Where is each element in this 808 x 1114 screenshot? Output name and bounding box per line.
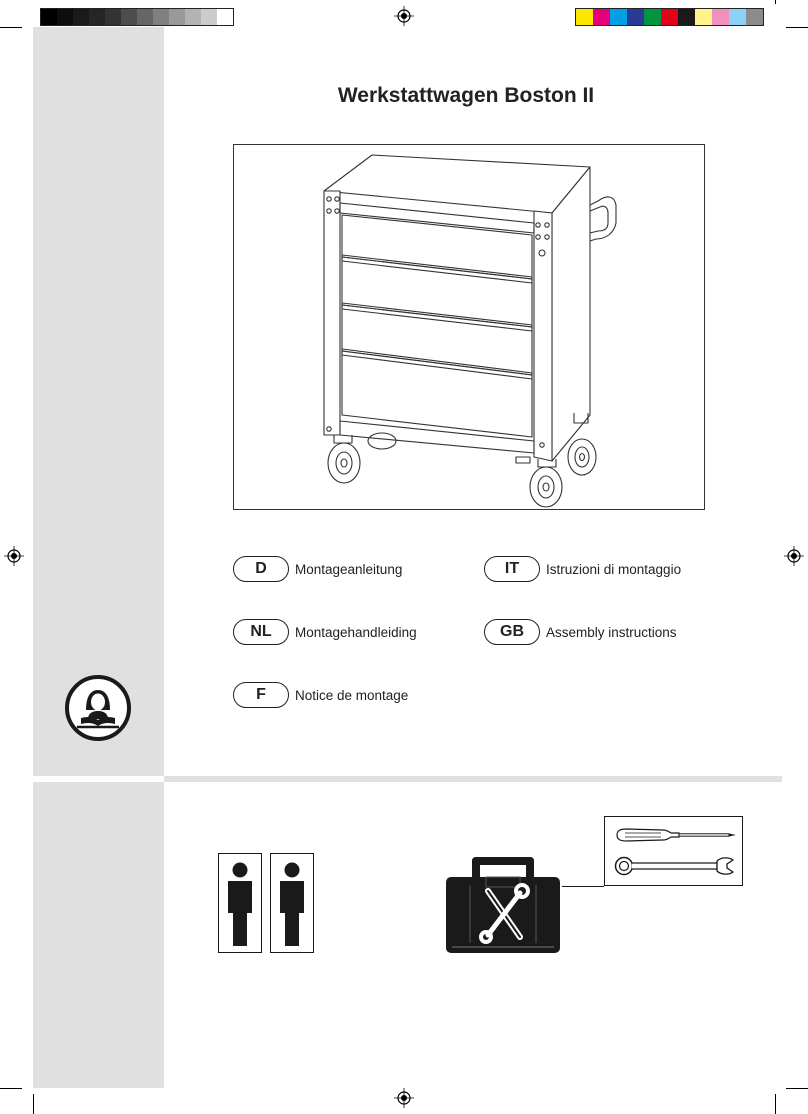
section-divider bbox=[164, 776, 782, 782]
gray-swatch bbox=[153, 9, 169, 25]
sidebar-panel-top bbox=[33, 27, 164, 776]
gray-swatch bbox=[169, 9, 185, 25]
two-persons-icon bbox=[218, 853, 314, 953]
gray-swatch bbox=[185, 9, 201, 25]
crop-mark bbox=[33, 1094, 34, 1114]
language-label: Montageanleitung bbox=[295, 561, 403, 577]
language-item-fr bbox=[233, 682, 408, 708]
color-swatch bbox=[644, 9, 661, 25]
color-swatch bbox=[695, 9, 712, 25]
color-swatch bbox=[712, 9, 729, 25]
gray-swatch bbox=[217, 9, 233, 25]
tool-connector-line bbox=[562, 886, 604, 887]
registration-mark-bottom bbox=[394, 1088, 414, 1108]
read-instructions-icon bbox=[64, 674, 132, 742]
screwdriver-icon bbox=[615, 827, 737, 843]
color-swatch bbox=[746, 9, 763, 25]
color-swatch bbox=[593, 9, 610, 25]
gray-swatch bbox=[105, 9, 121, 25]
color-swatch bbox=[610, 9, 627, 25]
crop-mark bbox=[775, 0, 776, 4]
crop-mark bbox=[786, 1088, 808, 1089]
language-item-it bbox=[484, 556, 681, 582]
registration-mark-left bbox=[4, 546, 24, 566]
language-code-badge: GB bbox=[484, 619, 540, 645]
crop-mark bbox=[0, 27, 22, 28]
crop-mark bbox=[775, 1094, 776, 1114]
crop-mark bbox=[786, 27, 808, 28]
document-title: Werkstattwagen Boston II bbox=[337, 84, 595, 107]
language-label: Assembly instructions bbox=[546, 624, 677, 640]
workshop-trolley-illustration bbox=[234, 145, 704, 509]
toolbox-icon bbox=[444, 855, 562, 955]
language-code-badge: D bbox=[233, 556, 289, 582]
gray-swatch bbox=[201, 9, 217, 25]
color-swatch bbox=[678, 9, 695, 25]
required-tools-box bbox=[604, 816, 743, 886]
language-label: Istruzioni di montaggio bbox=[546, 561, 682, 577]
color-swatch bbox=[729, 9, 746, 25]
color-bar bbox=[575, 8, 764, 26]
gray-swatch bbox=[41, 9, 57, 25]
sidebar-panel-bottom bbox=[33, 782, 164, 1088]
color-swatch bbox=[627, 9, 644, 25]
language-code-badge: IT bbox=[484, 556, 540, 582]
gray-swatch bbox=[57, 9, 73, 25]
gray-swatch bbox=[121, 9, 137, 25]
color-swatch bbox=[661, 9, 678, 25]
grayscale-bar bbox=[40, 8, 234, 26]
gray-swatch bbox=[73, 9, 89, 25]
language-item-nl bbox=[233, 619, 417, 645]
crop-mark bbox=[0, 1088, 22, 1089]
product-illustration-frame bbox=[233, 144, 705, 510]
language-label: Notice de montage bbox=[295, 687, 409, 703]
registration-mark-top bbox=[394, 6, 414, 26]
wrench-icon bbox=[613, 855, 737, 877]
gray-swatch bbox=[137, 9, 153, 25]
language-code-badge: NL bbox=[233, 619, 289, 645]
language-label: Montagehandleiding bbox=[295, 624, 417, 640]
language-item-gb bbox=[484, 619, 677, 645]
language-code-badge: F bbox=[233, 682, 289, 708]
language-item-de bbox=[233, 556, 402, 582]
registration-mark-right bbox=[784, 546, 804, 566]
gray-swatch bbox=[89, 9, 105, 25]
color-swatch bbox=[576, 9, 593, 25]
